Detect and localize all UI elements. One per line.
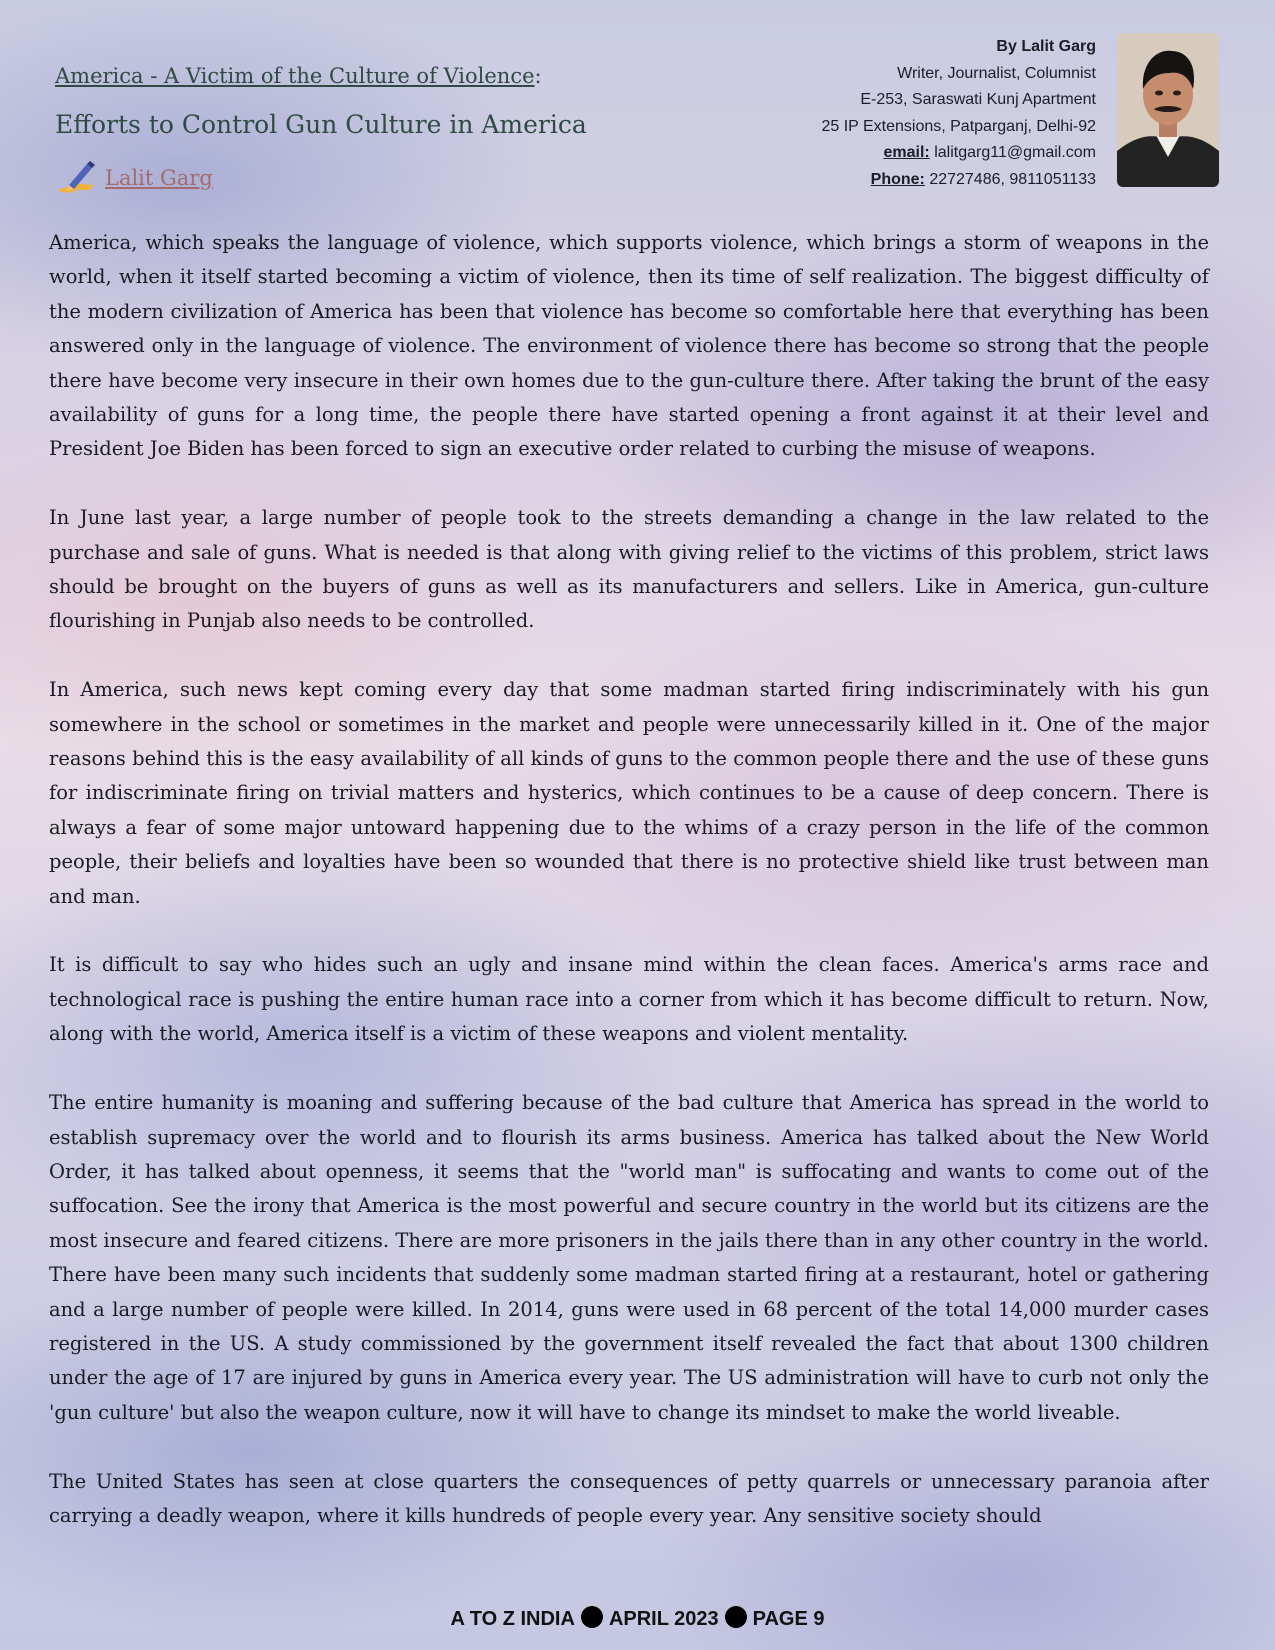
email-label: email: xyxy=(883,144,930,161)
author-link[interactable]: Lalit Garg xyxy=(105,166,213,190)
contact-by: By Lalit Garg xyxy=(996,38,1096,55)
paragraph: America, which speaks the language of violence, which supports violence, which brings a storm of weapons in the world, when it itself started becoming a victim of violence, then its time of self realization. The biggest difficulty of the modern civilization of America has been that violence has become so comfortable here that everything has been answered only in the language of violence. The environment of violence there has become so strong that the people there have become very insecure in their own homes due to the gun-culture there. After taking the brunt of the easy availability of guns for a long time, the people there have started opening a front against it at their level and President Joe Biden has been forced to sign an executive order related to curbing the misuse of weapons. xyxy=(49,231,1209,461)
footer-page-number: PAGE 9 xyxy=(752,1608,825,1630)
paragraph: In America, such news kept coming every day that some madman started firing indiscriminately with his gun somewhere in the school or sometimes in the market and people were unnecessarily killed in it. One of the major reasons behind this is the easy availability of all kinds of guns to the common people there and the use of these guns for indiscriminate firing on trivial matters and hysterics, which continues to be a cause of deep concern. There is always a fear of some major untoward happening due to the whims of a crazy person in the life of the common people, their beliefs and loyalties have been so wounded that there is no protective shield like trust between man and man. xyxy=(49,678,1209,908)
bullet-dot-icon xyxy=(581,1606,603,1628)
contact-address-line1: E-253, Saraswati Kunj Apartment xyxy=(860,91,1096,108)
contact-address-line2: 25 IP Extensions, Patparganj, Delhi-92 xyxy=(821,117,1096,135)
pen-writing-icon xyxy=(55,158,97,198)
kicker-line xyxy=(55,64,542,88)
phone-label: Phone: xyxy=(870,170,925,188)
byline xyxy=(55,158,213,198)
article-header xyxy=(0,0,1275,200)
contact-phone-row xyxy=(821,167,1096,194)
bullet-dot-icon xyxy=(725,1606,747,1628)
email-value: lalitgarg11@gmail.com xyxy=(934,144,1096,161)
author-portrait-image xyxy=(1117,33,1219,187)
contact-email-row xyxy=(821,140,1096,167)
kicker-title: America - A Victim of the Culture of Violence xyxy=(55,64,535,88)
paragraph: It is difficult to say who hides such an ugly and insane mind within the clean faces. America's arms race and technological race is pushing the entire human race into a corner from which it has become difficult to return. Now, along with the world, America itself is a victim of these weapons and violent mentality. xyxy=(49,953,1209,1046)
paragraph: In June last year, a large number of people took to the streets demanding a change in the law related to the purchase and sale of guns. What is needed is that along with giving relief to the victims of this problem, strict laws should be brought on the buyers of guns as well as its manufacturers and sellers. Like in America, gun-culture flourishing in Punjab also needs to be controlled. xyxy=(49,506,1209,633)
contact-role: Writer, Journalist, Columnist xyxy=(897,64,1096,82)
headline: Efforts to Control Gun Culture in America xyxy=(55,110,587,139)
contact-block xyxy=(821,34,1096,193)
article-body xyxy=(49,226,1209,1568)
paragraph: The United States has seen at close quarters the consequences of petty quarrels or unnecessary paranoia after carrying a deadly weapon, where it kills hundreds of people every year. Any sensitive society should xyxy=(49,1469,1209,1527)
kicker-colon: : xyxy=(534,64,542,88)
author-photo xyxy=(1117,33,1219,187)
footer-issue: APRIL 2023 xyxy=(608,1608,719,1630)
phone-value: 22727486, 9811051133 xyxy=(929,170,1096,188)
page-footer xyxy=(0,1606,1275,1631)
footer-publication: A TO Z INDIA xyxy=(450,1608,575,1630)
paragraph: The entire humanity is moaning and suffering because of the bad culture that America has spread in the world to establish supremacy over the world and to flourish its arms business. America has talked about the New World Order, it has talked about openness, it seems that the "world man" is suffocating and wants to come out of the suffocation. See the irony that America is the most powerful and secure country in the world but its citizens are the most insecure and feared citizens. There are more prisoners in the jails there than in any other country in the world. There have been many such incidents that suddenly some madman started firing at a restaurant, hotel or gathering and a large number of people were killed. In 2014, guns were used in 68 percent of the total 14,000 murder cases registered in the US. A study commissioned by the government itself revealed the fact that about 1300 children under the age of 17 are injured by guns in America every year. The US administration will have to curb not only the 'gun culture' but also the weapon culture, now it will have to change its mindset to make the world liveable. xyxy=(49,1091,1209,1424)
